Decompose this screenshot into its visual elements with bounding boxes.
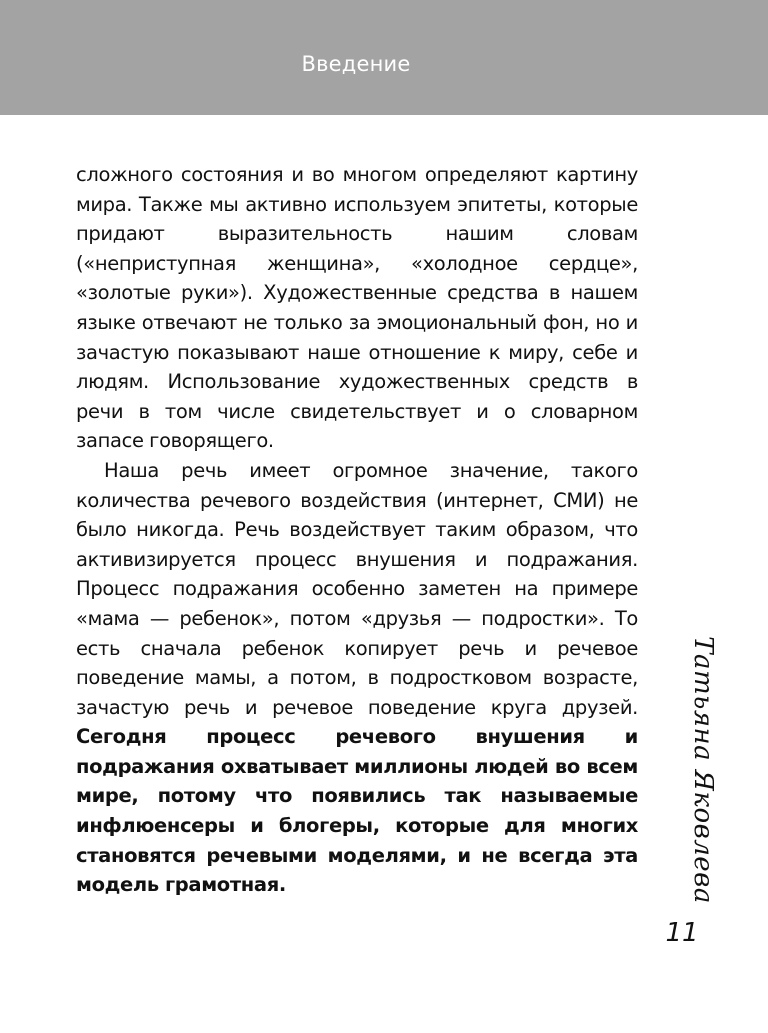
author-name-vertical — [683, 636, 723, 904]
paragraph-bold-text: Сегодня процесс речевого внушения и подражания охватывает миллионы людей во всем мире, потому что появились так называемые инфлюенсеры и блогеры, которые для многих становятся речевыми моделями, и не всегда эта модель грамотная. — [76, 725, 638, 897]
paragraph-regular-text: Наша речь имеет огромное значение, такого количества речевого воздействия (интернет, СМИ) не было никогда. Речь воздействует таким образом, что активизируется процесс внушения и подражания. Процесс подражания особенно заметен на примере «мама — ребенок», потом «друзья — подростки». То есть сначала ребенок копирует речь и речевое поведение мамы, а потом, в подростковом возрасте, зачастую речь и речевое поведение круга друзей. — [76, 458, 638, 719]
chapter-title: Введение — [301, 52, 411, 76]
paragraph — [76, 456, 638, 900]
page-body — [76, 160, 638, 900]
page-number: 11 — [665, 918, 699, 948]
paragraph-continued: сложного состояния и во многом определяют картину мира. Также мы активно используем эпитеты, которые придают выразительность нашим словам («неприступная женщина», «холодное сердце», «золотые руки»). Художественные средства в нашем языке отвечают не только за эмоциональный фон, но и зачастую показывают наше отношение к миру, себе и людям. Использование художественных средств в речи в том числе свидетельствует и о словарном запасе говорящего. — [76, 163, 638, 453]
author-name: Татьяна Яковлева — [688, 636, 718, 904]
running-header-band — [0, 0, 768, 115]
